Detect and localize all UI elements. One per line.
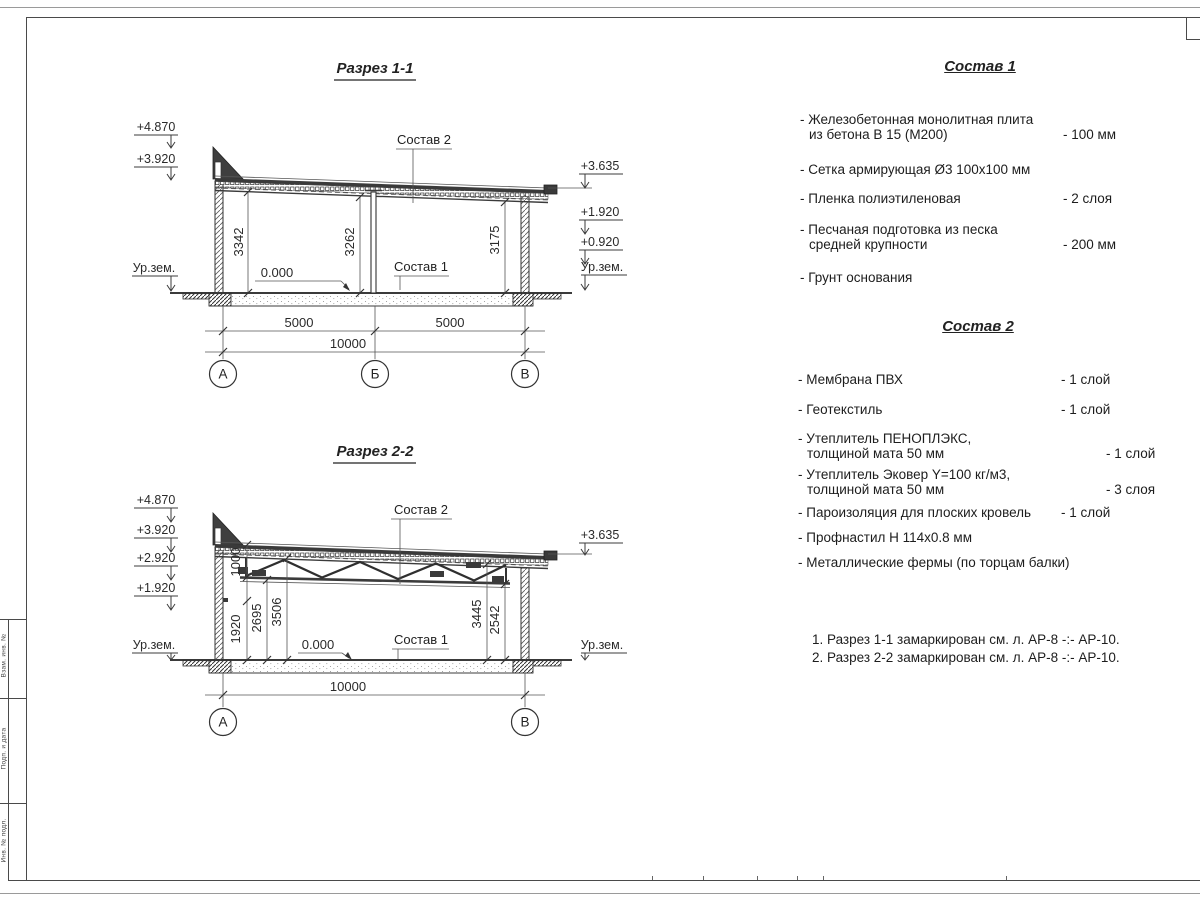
item-text: - Мембрана ПВХ — [798, 372, 903, 387]
s1-level-3920: +3.920 — [136, 152, 176, 166]
item-value: - 3 слоя — [1106, 482, 1156, 497]
sostav1-block — [790, 58, 1170, 298]
item-text: - Утеплитель Эковер Y=100 кг/м3, — [798, 467, 1011, 482]
s1-axis-v: В — [520, 366, 530, 382]
s2-ground-left: Ур.зем. — [132, 638, 176, 652]
s2-dim-2542: 2542 — [487, 605, 502, 635]
s1-dim-3262: 3262 — [342, 227, 357, 257]
margin-label-inv: Инв. № подл. — [0, 818, 8, 863]
item-text-line2: из бетона В 15 (М200) — [809, 127, 948, 142]
notes-block — [812, 631, 1120, 666]
item-value: - 2 слоя — [1063, 191, 1113, 206]
item-value: - 1 слой — [1061, 402, 1111, 417]
s1-dim-5000-right: 5000 — [435, 315, 465, 330]
s2-title-text: Разрез 2-2 — [336, 443, 414, 460]
list-item — [798, 372, 1168, 387]
frame-left-border — [26, 17, 27, 881]
s2-level-3920: +3.920 — [136, 523, 176, 537]
frame-corner-box — [1186, 18, 1200, 40]
s1-ground-right: Ур.зем. — [580, 260, 624, 274]
s1-dim-5000-left: 5000 — [284, 315, 314, 330]
item-text: - Геотекстиль — [798, 402, 883, 417]
item-value: - 200 мм — [1063, 237, 1117, 252]
s2-bottom-dimensions — [205, 673, 545, 707]
titleblock-tick — [757, 876, 758, 880]
note-line: 1. Разрез 1-1 замаркирован см. л. АР-8 -:- АР-10. — [812, 632, 1120, 647]
s2-axis-v: В — [520, 714, 530, 730]
s1-bottom-dimensions — [205, 306, 545, 359]
titleblock-tick — [797, 876, 798, 880]
list-item — [798, 467, 1168, 497]
s2-structure — [170, 513, 592, 673]
sheet-top-edge — [0, 7, 1200, 8]
s1-level-4870: +4.870 — [136, 120, 176, 134]
note-line: 2. Разрез 2-2 замаркирован см. л. АР-8 -:- АР-10. — [812, 649, 1120, 665]
frame-bottom-border — [8, 880, 1200, 881]
s1-label-sostav2: Состав 2 — [397, 132, 451, 147]
s1-level-3635: +3.635 — [580, 159, 620, 173]
item-text-line2: средней крупности — [809, 237, 928, 252]
item-text: - Песчаная подготовка из песка — [800, 222, 998, 237]
s2-dim-2695: 2695 — [249, 603, 264, 633]
s2-dim-10000: 10000 — [329, 679, 367, 694]
s1-ground-left: Ур.зем. — [132, 261, 176, 275]
item-text-line2: толщиной мата 50 мм — [807, 446, 945, 461]
item-value: - 1 слой — [1061, 505, 1111, 520]
item-text-line2: толщиной мата 50 мм — [807, 482, 945, 497]
frame-top-border — [26, 17, 1200, 18]
list-item — [800, 222, 1170, 252]
s1-dim-3342: 3342 — [231, 227, 246, 257]
s2-level-3635: +3.635 — [580, 528, 620, 542]
margin-label-vzam: Взам. инв. № — [0, 633, 8, 678]
item-text: - Железобетонная монолитная плита — [800, 112, 1034, 127]
section-1-1-drawing — [100, 40, 645, 400]
s2-zero-level: 0.000 — [301, 637, 335, 652]
item-value: - 1 слой — [1106, 446, 1156, 461]
s2-levels — [132, 493, 627, 660]
list-item — [800, 112, 1170, 142]
s2-level-1920: +1.920 — [136, 581, 176, 595]
s2-level-2920: +2.920 — [136, 551, 176, 565]
s1-axis-a: А — [218, 366, 228, 382]
item-text: - Металлические фермы (по торцам балки) — [798, 555, 1070, 570]
s2-ground-right: Ур.зем. — [580, 638, 624, 652]
s2-axis-a: А — [218, 714, 228, 730]
list-item — [800, 162, 1170, 177]
list-item — [798, 402, 1168, 417]
item-value: - 1 слой — [1061, 372, 1111, 387]
s1-axis-b: Б — [370, 366, 380, 382]
s1-structure — [170, 147, 592, 306]
s1-material-labels — [255, 132, 452, 291]
s1-levels — [132, 120, 627, 291]
s2-dim-3506: 3506 — [269, 597, 284, 627]
s1-dim-10000: 10000 — [329, 336, 367, 351]
s1-dim-3175: 3175 — [487, 225, 502, 255]
list-item — [798, 530, 1168, 545]
s2-dim-1000: 1000 — [228, 547, 243, 577]
sostav2-title: Состав 2 — [942, 318, 1014, 335]
titleblock-tick — [703, 876, 704, 880]
item-text: - Пароизоляция для плоских кровель — [798, 505, 1032, 520]
s2-dim-1920: 1920 — [228, 614, 243, 644]
item-text: - Утеплитель ПЕНОПЛЭКС, — [798, 431, 972, 446]
list-item — [798, 431, 1168, 461]
item-value: - 100 мм — [1063, 127, 1117, 142]
s2-dim-3445: 3445 — [469, 599, 484, 629]
sostav2-block — [788, 318, 1168, 578]
s1-level-0920: +0.920 — [580, 235, 620, 249]
section-2-2-drawing — [100, 430, 645, 750]
item-text: - Профнастил Н 114х0.8 мм — [798, 530, 972, 545]
s2-label-sostav1: Состав 1 — [394, 632, 448, 647]
s1-label-sostav1: Состав 1 — [394, 259, 448, 274]
s1-title — [334, 60, 416, 80]
s1-axes — [210, 361, 539, 388]
s2-title — [333, 443, 416, 463]
titleblock-tick — [652, 876, 653, 880]
list-item — [798, 505, 1168, 520]
s1-zero-level: 0.000 — [260, 265, 294, 280]
s2-level-4870: +4.870 — [136, 493, 176, 507]
s1-title-text: Разрез 1-1 — [336, 60, 414, 77]
item-text: - Сетка армирующая Ø3 100х100 мм — [800, 162, 1031, 177]
list-item — [800, 191, 1170, 206]
titleblock-tick — [1006, 876, 1007, 880]
s2-label-sostav2: Состав 2 — [394, 502, 448, 517]
list-item — [798, 555, 1168, 570]
sostav1-title: Состав 1 — [944, 58, 1016, 75]
sheet-bottom-edge — [0, 893, 1200, 894]
titleblock-tick — [823, 876, 824, 880]
list-item — [800, 270, 1170, 285]
frame-margin-divider — [8, 619, 9, 881]
item-text: - Пленка полиэтиленовая — [800, 191, 961, 206]
margin-label-podp: Подп. и дата — [0, 727, 8, 770]
s1-level-1920: +1.920 — [580, 205, 620, 219]
item-text: - Грунт основания — [800, 270, 913, 285]
margin-cell-line-2 — [0, 698, 27, 699]
s2-axes — [210, 709, 539, 736]
